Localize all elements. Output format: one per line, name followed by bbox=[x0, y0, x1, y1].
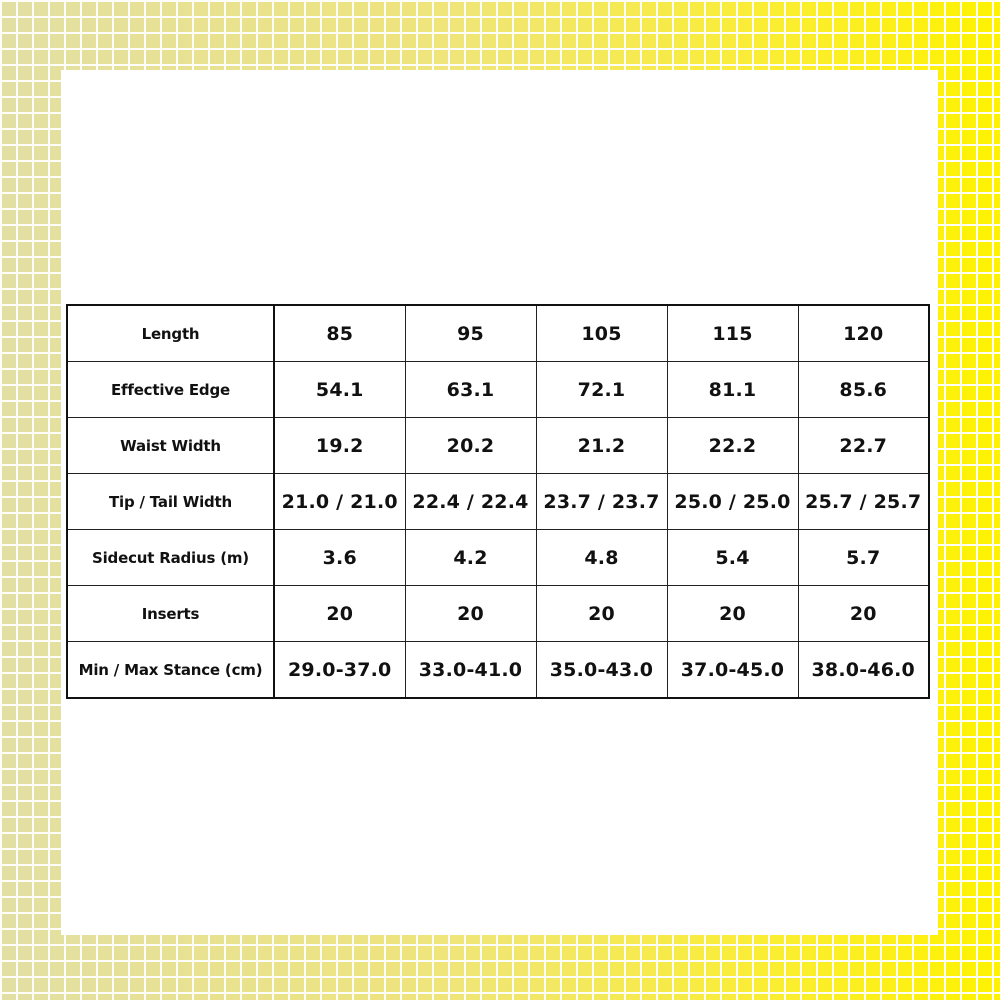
table-cell: 85 bbox=[274, 305, 405, 362]
table-cell: 20 bbox=[274, 586, 405, 642]
table-cell: 115 bbox=[667, 305, 798, 362]
table-row bbox=[67, 586, 929, 642]
table-cell: 25.7 / 25.7 bbox=[798, 474, 929, 530]
table-cell: 20 bbox=[798, 586, 929, 642]
table-cell: 22.7 bbox=[798, 418, 929, 474]
table-cell: 20 bbox=[405, 586, 536, 642]
table-cell: 33.0-41.0 bbox=[405, 642, 536, 699]
table-cell: 38.0-46.0 bbox=[798, 642, 929, 699]
row-label: Tip / Tail Width bbox=[67, 474, 274, 530]
table-cell: 20.2 bbox=[405, 418, 536, 474]
table-cell: 37.0-45.0 bbox=[667, 642, 798, 699]
table-row bbox=[67, 418, 929, 474]
table-row bbox=[67, 305, 929, 362]
table-cell: 54.1 bbox=[274, 362, 405, 418]
table-row bbox=[67, 642, 929, 699]
row-label: Sidecut Radius (m) bbox=[67, 530, 274, 586]
table-cell: 22.4 / 22.4 bbox=[405, 474, 536, 530]
row-label: Length bbox=[67, 305, 274, 362]
table-cell: 95 bbox=[405, 305, 536, 362]
table-cell: 3.6 bbox=[274, 530, 405, 586]
table-cell: 20 bbox=[536, 586, 667, 642]
table-cell: 21.2 bbox=[536, 418, 667, 474]
table-row bbox=[67, 362, 929, 418]
row-label: Inserts bbox=[67, 586, 274, 642]
row-label: Effective Edge bbox=[67, 362, 274, 418]
table-row bbox=[67, 530, 929, 586]
table-cell: 85.6 bbox=[798, 362, 929, 418]
table-cell: 4.8 bbox=[536, 530, 667, 586]
table-cell: 22.2 bbox=[667, 418, 798, 474]
table-row bbox=[67, 474, 929, 530]
table-cell: 105 bbox=[536, 305, 667, 362]
table-cell: 120 bbox=[798, 305, 929, 362]
table-cell: 5.4 bbox=[667, 530, 798, 586]
table-cell: 5.7 bbox=[798, 530, 929, 586]
table-cell: 21.0 / 21.0 bbox=[274, 474, 405, 530]
table-cell: 20 bbox=[667, 586, 798, 642]
row-label: Min / Max Stance (cm) bbox=[67, 642, 274, 699]
table-cell: 19.2 bbox=[274, 418, 405, 474]
table-cell: 72.1 bbox=[536, 362, 667, 418]
table-cell: 63.1 bbox=[405, 362, 536, 418]
table-cell: 35.0-43.0 bbox=[536, 642, 667, 699]
table-cell: 4.2 bbox=[405, 530, 536, 586]
table-cell: 81.1 bbox=[667, 362, 798, 418]
spec-table bbox=[66, 304, 930, 699]
table-cell: 23.7 / 23.7 bbox=[536, 474, 667, 530]
row-label: Waist Width bbox=[67, 418, 274, 474]
table-cell: 25.0 / 25.0 bbox=[667, 474, 798, 530]
table-cell: 29.0-37.0 bbox=[274, 642, 405, 699]
